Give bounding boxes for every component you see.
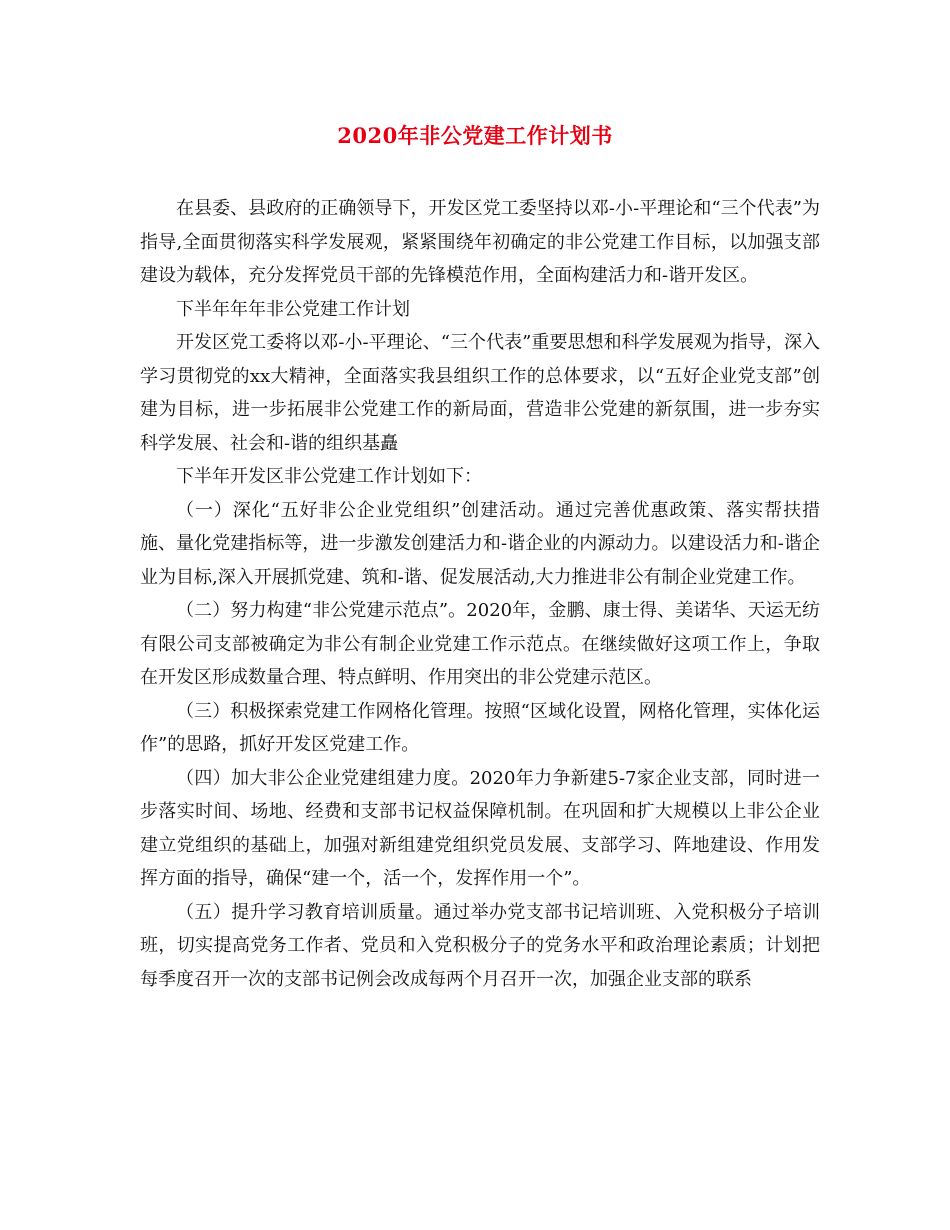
paragraph-intro: 在县委、县政府的正确领导下，开发区党工委坚持以邓-小-平理论和“三个代表”为指导,全面贯彻落实科学发展观，紧紧围绕年初确定的非公党建工作目标，以加强支部建设为载体，充分发挥党员干部的先锋模范作用，全面构建活力和-谐开发区。 <box>140 198 820 286</box>
paragraph-item-3: （三）积极探索党建工作网格化管理。按照“区域化设置，网格化管理，实体化运作”的思路，抓好开发区党建工作。 <box>140 700 820 755</box>
paragraph-item-2: （二）努力构建“非公党建示范点”。2020年，金鹏、康士得、美诺华、天运无纺有限公司支部被确定为非公有制企业党建工作示范点。在继续做好这项工作上，争取在开发区形成数量合理、特点鲜明、作用突出的非公党建示范区。 <box>140 600 820 688</box>
document-body <box>140 192 820 996</box>
paragraph-guidance: 开发区党工委将以邓-小-平理论、“三个代表”重要思想和科学发展观为指导，深入学习贯彻党的xx大精神，全面落实我县组织工作的总体要求，以“五好企业党支部”创建为目标，进一步拓展非公党建工作的新局面，营造非公党建的新氛围，进一步夯实科学发展、社会和-谐的组织基矗 <box>140 332 820 454</box>
paragraph-item-5: （五）提升学习教育培训质量。通过举办党支部书记培训班、入党积极分子培训班，切实提高党务工作者、党员和入党积极分子的党务水平和政治理论素质；计划把每季度召开一次的支部书记例会改成每两个月召开一次，加强企业支部的联系 <box>140 901 820 990</box>
document-title: 2020年非公党建工作计划书 <box>337 123 613 148</box>
paragraph-plan-lead: 下半年开发区非公党建工作计划如下： <box>176 466 482 487</box>
paragraph-item-4: （四）加大非公企业党建组建力度。2020年力争新建5-7家企业支部，同时进一步落实时间、场地、经费和支部书记权益保障机制。在巩固和扩大规模以上非公企业建立党组织的基础上，加强对新组建党组织党员发展、支部学习、阵地建设、作用发挥方面的指导，确保“建一个，活一个，发挥作用一个”。 <box>140 767 820 889</box>
paragraph-item-1: （一）深化“五好非公企业党组织”创建活动。通过完善优惠政策、落实帮扶措施、量化党建指标等，进一步激发创建活力和-谐企业的内源动力。以建设活力和-谐企业为目标,深入开展抓党建、筑和-谐、促发展活动,大力推进非公有制企业党建工作。 <box>140 499 820 588</box>
paragraph-subheading: 下半年年年非公党建工作计划 <box>176 298 410 320</box>
